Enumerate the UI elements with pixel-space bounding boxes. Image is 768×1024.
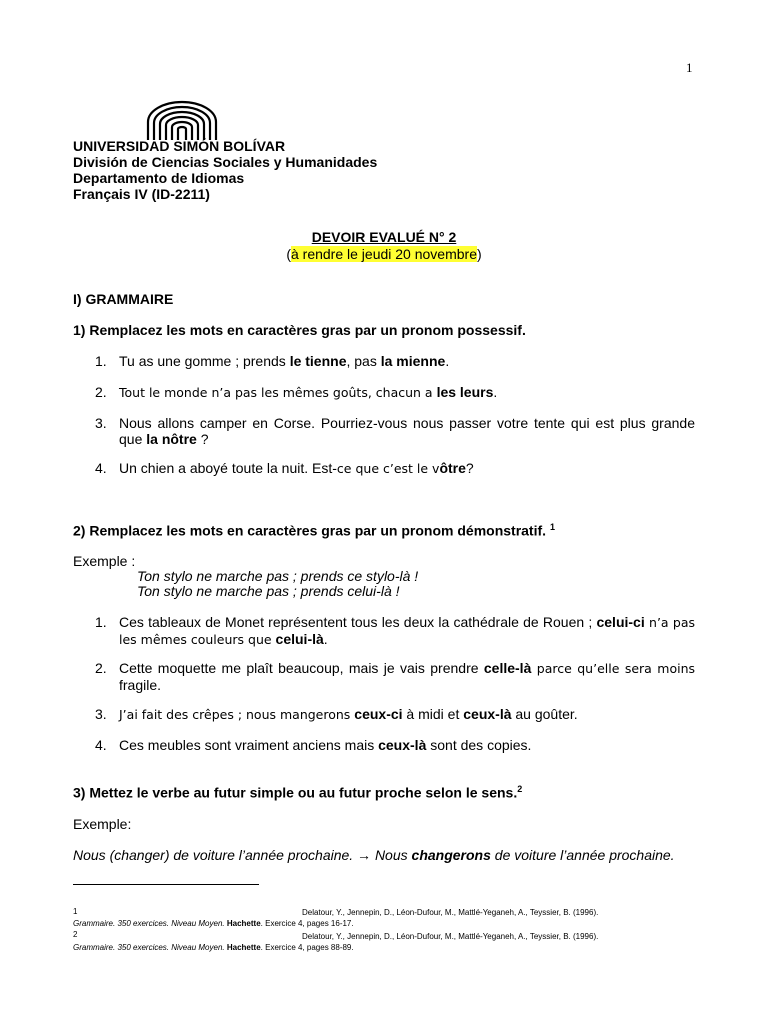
department-name: Departamento de Idiomas [73, 170, 245, 186]
footnote-ref: 1 [549, 522, 555, 532]
question-2-heading: 2) Remplacez les mots en caractères gras par un pronom démonstratif. $^1$ [73, 522, 555, 539]
example-sentence: Nous (changer) de voiture l’année prochaine. → Nous changerons de voiture l’année prochaine. [73, 847, 675, 863]
due-date: à rendre le jeudi 20 novembre [290, 246, 477, 262]
q1-item: Nous allons camper en Corse. Pourriez-vous nous passer votre tente qui est plus grande que la nôtre ? [119, 415, 695, 447]
footnote-ref: 2 [517, 784, 523, 794]
q2-item: Ces meubles sont vraiment anciens mais ceux-là sont des copies. [119, 737, 532, 753]
footnote-mark: 2 [73, 930, 78, 939]
q2-item: Ces tableaux de Monet représentent tous les deux la cathédrale de Rouen ; celui-ci n’a pas les mêmes couleurs que celui-là. [119, 614, 696, 647]
q2-item-number: 4. [95, 737, 107, 753]
page-number: 1 [686, 60, 693, 75]
university-logo [144, 100, 220, 142]
q1-item-number: 2. [95, 384, 107, 400]
footnote-authors: Delatour, Y., Jennepin, D., Léon-Dufour, M., Mattlé-Yeganeh, A., Teyssier, B. (1996). [302, 908, 599, 917]
footnote-reference: Grammaire. 350 exercices. Niveau Moyen. Hachette. Exercice 4, pages 88-89. [73, 943, 354, 952]
q2-item-number: 1. [95, 614, 107, 630]
letterhead [73, 138, 377, 202]
example-label: Exemple: [73, 816, 132, 832]
q2-item: Cette moquette me plaît beaucoup, mais je vais prendre celle-là parce qu’elle sera moins fragile. [119, 660, 695, 693]
q2-item-number: 2. [95, 660, 107, 676]
footnote-separator [73, 884, 259, 885]
question-3-heading: 3) Mettez le verbe au futur simple ou au futur proche selon le sens.$^2$ [73, 784, 523, 801]
university-name: UNIVERSIDAD SIMÓN BOLÍVAR [73, 138, 286, 154]
q2-item: J’ai fait des crêpes ; nous mangerons ceux-ci à midi et ceux-là au goûter. [119, 706, 578, 722]
example-sentences [137, 569, 418, 599]
section-heading-grammaire: I) GRAMMAIRE [73, 291, 174, 307]
q1-item: Tout le monde n’a pas les mêmes goûts, chacun a les leurs. [119, 384, 498, 400]
assignment-title-block [0, 229, 768, 263]
q1-item-number: 3. [95, 415, 107, 431]
example-sentence: Ton stylo ne marche pas ; prends ce stylo-là ! [137, 568, 419, 584]
q1-item-number: 4. [95, 460, 107, 476]
due-paren-open: ( [286, 246, 291, 262]
q1-item-number: 1. [95, 353, 107, 369]
course-name: Français IV (ID-2211) [73, 186, 210, 202]
question-1-heading: 1) Remplacez les mots en caractères gras par un pronom possessif. [73, 322, 526, 338]
q1-item: Un chien a aboyé toute la nuit. Est-ce que c’est le vôtre? [119, 460, 474, 476]
assignment-title: DEVOIR EVALUÉ N° 2 [311, 229, 457, 245]
due-paren-close: ) [477, 246, 482, 262]
example-label: Exemple : [73, 553, 136, 569]
footnote-mark: 1 [73, 907, 78, 916]
q1-item: Tu as une gomme ; prends le tienne, pas la mienne. [119, 353, 450, 369]
footnote-reference: Grammaire. 350 exercices. Niveau Moyen. Hachette. Exercice 4, pages 16-17. [73, 919, 354, 928]
q2-item-number: 3. [95, 706, 107, 722]
example-sentence: Ton stylo ne marche pas ; prends celui-là ! [137, 583, 400, 599]
footnote-authors: Delatour, Y., Jennepin, D., Léon-Dufour, M., Mattlé-Yeganeh, A., Teyssier, B. (1996). [302, 932, 599, 941]
due-date-line [0, 246, 768, 263]
division-name: División de Ciencias Sociales y Humanidades [73, 154, 378, 170]
